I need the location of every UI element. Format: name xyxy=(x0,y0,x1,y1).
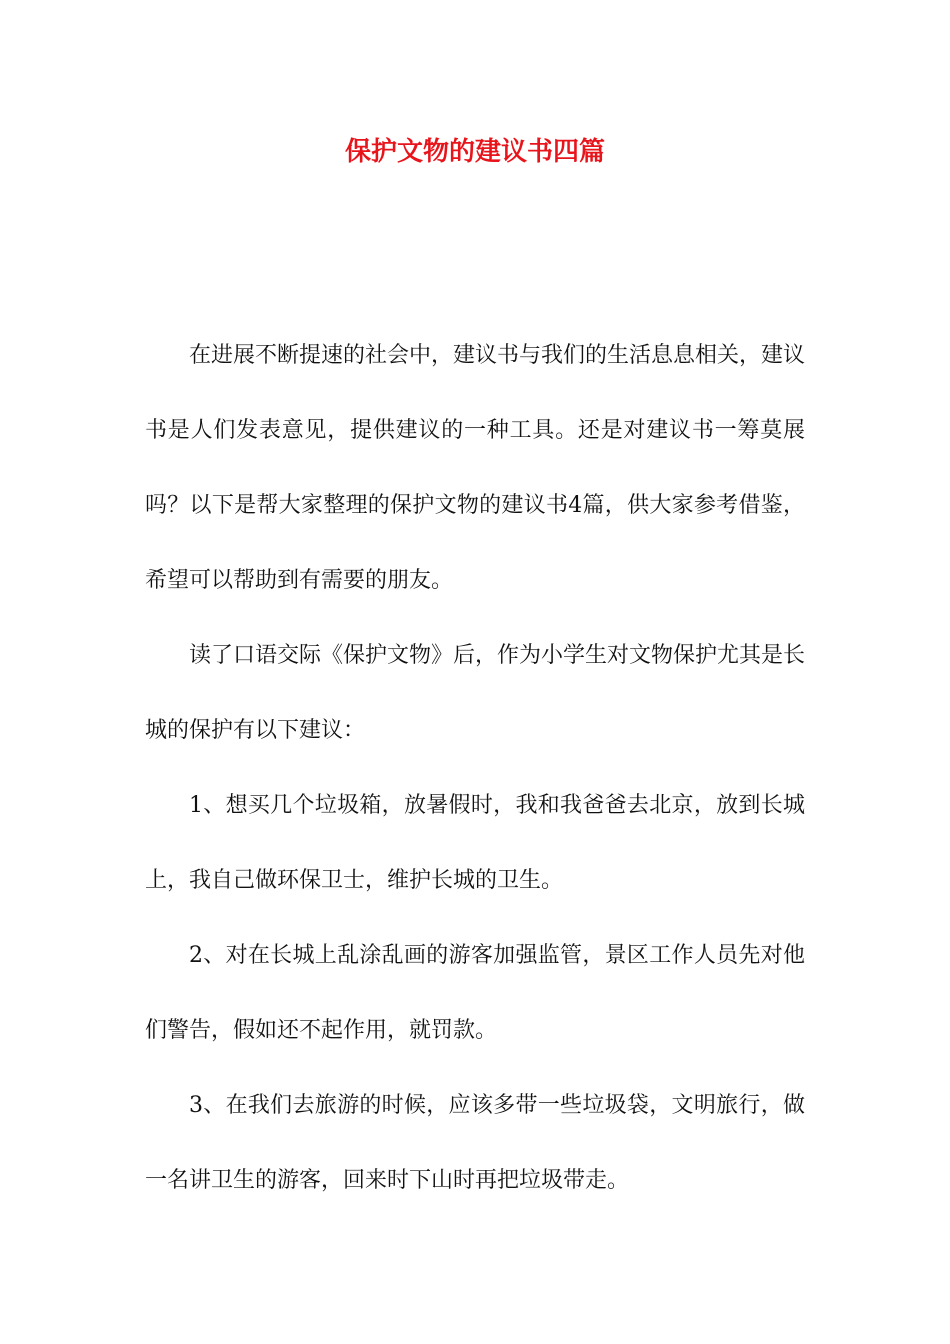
document-body xyxy=(145,318,805,1218)
paragraph-suggestion-2: 2、对在长城上乱涂乱画的游客加强监管，景区工作人员先对他们警告，假如还不起作用，就罚款。 xyxy=(145,943,805,1043)
paragraph-suggestion-1: 1、想买几个垃圾箱，放暑假时，我和我爸爸去北京，放到长城上，我自己做环保卫士，维护长城的卫生。 xyxy=(145,793,805,893)
paragraph-preface: 读了口语交际《保护文物》后，作为小学生对文物保护尤其是长城的保护有以下建议： xyxy=(145,643,806,743)
document-title: 保护文物的建议书四篇 xyxy=(344,137,605,167)
paragraph-suggestion-3: 3、在我们去旅游的时候，应该多带一些垃圾袋，文明旅行，做一名讲卫生的游客，回来时下山时再把垃圾带走。 xyxy=(145,1093,805,1193)
paragraph-intro: 在进展不断提速的社会中，建议书与我们的生活息息相关，建议书是人们发表意见，提供建议的一种工具。还是对建议书一筹莫展吗？以下是帮大家整理的保护文物的建议书4篇，供大家参考借鉴，希望可以帮助到有需要的朋友。 xyxy=(145,343,806,593)
